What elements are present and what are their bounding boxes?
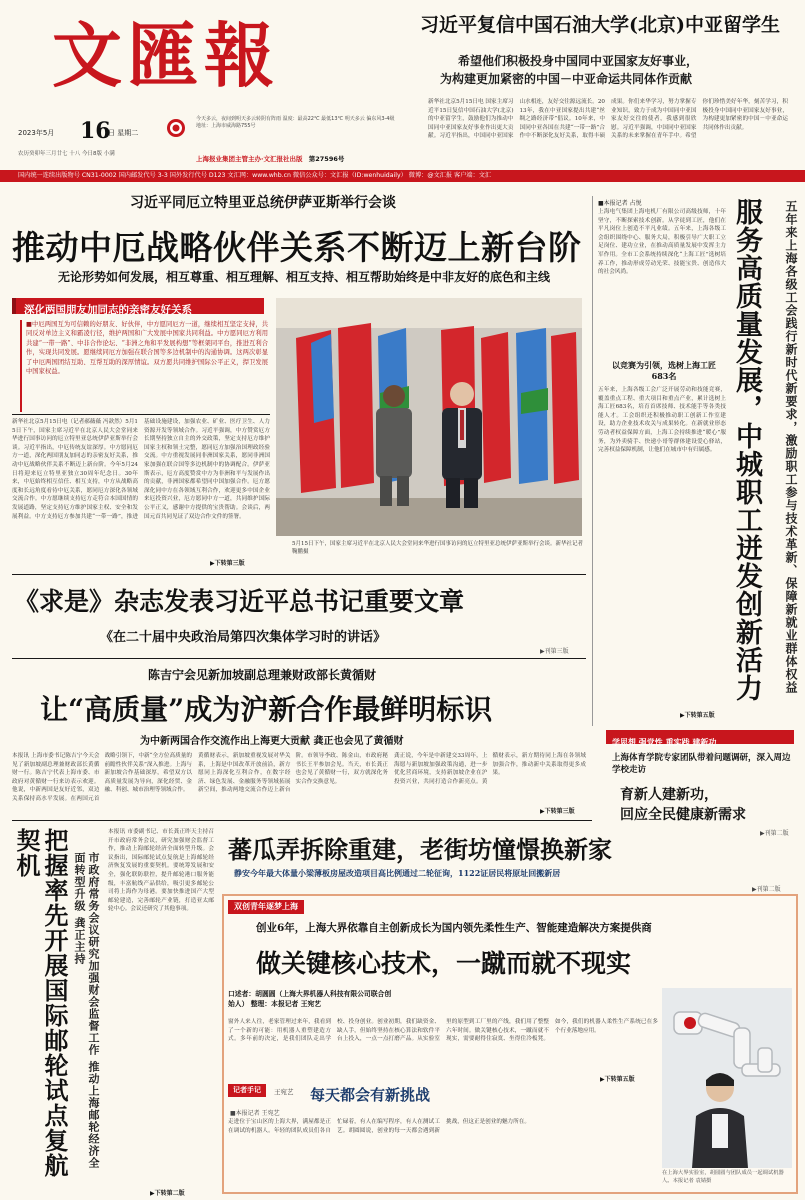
notes-body: 走进位于宝山区的上海大界，满屋都是正在调试的机器人。年轻的团队成员们各自忙碌着，有人在编写程序，有人在测试工艺。胡圆圆说，创业的每一天都会遇到新挑战，但这正是创业的魅力所在。 [228, 1119, 530, 1134]
left-vertical-headline: 把握率先开展国际邮轮试点复航契机 [12, 828, 69, 1178]
issue-number: 第27596号 [308, 155, 345, 163]
qiushi-headline: 《求是》杂志发表习近平总书记重要文章 [14, 587, 465, 616]
tech-body: 窗外人来人往，老家管理过来年，我看到了一个新的可能：用机器人重塑建造方式。多年前的决定，是我们团队走出学校、投身创业。创业初期，我们缺资金、缺人手，但始终坚持在核心算法和软件平台上投入，一点一点打磨产品。从实验室里的原型到工厂里的产线，我们用了整整六年时间。做关键核心技术，一蹴而就不现实，需要耐得住寂寞、坐得住冷板凳。如今，我们的机器人柔性生产系统已在多个行业落地应用。 [228, 1019, 658, 1043]
meeting-photo [276, 298, 582, 536]
main-kicker: 习近平同厄立特里亚总统伊萨亚斯举行会谈 [130, 195, 396, 211]
fgn-headline: 蕃瓜弄拆除重建，老街坊憧憬换新家 [228, 835, 612, 864]
sidebar-vertical-kicker: 五年来上海各级工会践行新时代新要求，激励职工参与技术革新、保障新就业群体权益 [784, 200, 798, 694]
shsg-col-1: 本报讯 上海市委书记陈吉宁今天会见了新加坡副总理兼财政部长黄循财一行。陈吉宁代表上海市委、市政府对黄循财一行来访表示欢迎。他说，中新两国是友好近邻，双边关系保持高水平发展。在两国元首战略引领下，中新“全方位高质量的前瞻性伙伴关系”深入推进。上海与新加坡合作基础深厚，希望双方以高质量发展为导向，深化经贸、金融、科创、城市治理等领域合作。 [12, 753, 192, 802]
sidebar-body-1: 上海电气集团上海电机厂有限公司高级技师，十年坚守，不断探索技术创新。从学徒到工匠，他们在平凡岗位上创造不平凡业绩。五年来，上海各级工会组织围绕中心、服务大局，积极引导广大职工立足岗位、建功立业，在推动高质量发展中发挥主力军作用。全市工会系统持续深化“上海工匠”选树培养工作，推动形成劳动光荣、技能宝贵、创造伟大的社会风尚。 [598, 209, 726, 276]
lunar-date: 农历癸卯年三月廿七 十八 今日8版 小满 [18, 151, 115, 157]
seal-icon [166, 118, 186, 138]
notes-author: 王宛艺 [274, 1088, 294, 1096]
shsg-col-2: 黄循财表示，新加坡重视发展对华关系，上海是中国改革开放前沿，新方愿同上海深化互利合作，在数字经济、绿色发展、金融服务等领域拓展新空间，推动两地交流合作迈上新台阶。市领导李政、陈金山，市政府秘书长王平参加会见。当天，市长龚正也会见了黄循财一行，双方就深化务实合作交换意见。 [198, 753, 388, 794]
shsg-sub: 为中新两国合作交流作出上海更大贡献 龚正也会见了黄循财 [140, 736, 404, 747]
left-vertical-continued: ▶下转第二版 [150, 1190, 185, 1197]
masthead-meta: 今天多云，夜间到明天多云转阴有阵雨 温度：最高22℃ 最低13℃ 明天多云 偏东风3-4级 地址：上海市威海路755号 [196, 116, 395, 129]
sidebar-highlight [608, 360, 720, 382]
date-year-month: 2023年5月 [18, 129, 55, 137]
issue-date-line [18, 128, 54, 138]
notes-tag [228, 1084, 266, 1097]
teaser-label-text: 学思想 强党性 重实践 建新功 [612, 737, 717, 747]
shsg-continued: ▶下转第三版 [540, 808, 575, 815]
tech-kicker: 创业6年，上海大界依靠自主创新成长为国内领先柔性生产、智能建造解决方案提供商 [256, 922, 652, 934]
top-story-headline: 习近平复信中国石油大学(北京)中亚留学生 [420, 14, 780, 36]
sidebar-vertical-headline: 服务高质量发展，中城职工迸发创新活力 [731, 198, 762, 702]
main-col-1: 新华社北京5月15日电（记者郝薇薇 冯歆然）5月15日下午，国家主席习近平在北京人民大会堂同来华进行国事访问的厄立特里亚总统伊萨亚斯举行会谈。习近平指出，中厄传统友谊深厚。中方愿同厄方一道，深化两国朋友加同志的亲密友好关系，推动中厄战略伙伴关系不断迈上新台阶。今年5月24日将迎来厄立特里亚独立30周年纪念日。30年来，中厄始终相互信任、相互支持，中方从战略高度和长远角度看待中厄关系，愿同厄方深化各领域交流合作。中方愿继续支持厄方走符合本国国情的发展道路，坚定支持厄方维护国家主权、安全和发展利益。中方支持厄方参加共建“一带一路”，推进基础设施建设，加强农业、矿业、医疗卫生、人力资源开发等领域合作。习近平强调，中方赞赏厄方长期坚持独立自主的外交政策，坚定支持厄方维护国家主权和领土完整，愿同厄方加强治国理政经验交流。中方重视发展同非洲国家关系，愿同非洲国家加强在联合国等多边机制中的协调配合。伊萨亚斯表示，厄方高度赞赏中方为非洲和平与发展作出的贡献，非洲国家都希望同中国加强合作。厄方愿深化同中方在各领域互利合作，欢迎更多中国企业来厄投资兴业，厄方愿同中方一道，共同维护国际公平正义，感谢中方提供的宝贵帮助。会谈后，两国元首共同见证了双边合作文件的签署。 [12, 419, 270, 520]
divider [12, 414, 270, 415]
tech-tag-text: 双创青年逐梦上海 [234, 902, 298, 911]
fgn-sub: 静安今年最大体量小梁薄板房屋改造项目高比例通过二轮征询，1122证居民将原址回搬新居 [234, 868, 561, 878]
publisher-line [196, 154, 344, 163]
main-continued: ▶下转第三版 [210, 560, 245, 567]
sidebar-body-2: 五年来，上海各级工会广泛开展劳动和技能竞赛，覆盖重点工程、重大项目和重点产业，累计选树上海工匠683名，培育首席技师、技术能手等各类技能人才。工会组织还积极推动职工创新工作室建设，助力企业技术攻关与成果转化。在新就业形态劳动者权益保障方面，上海工会持续推进“暖心”服务，为外卖骑手、快递小哥等群体建设爱心驿站，完善权益保障机制，让他们在城市中有归属感。 [598, 387, 726, 454]
left-vertical-kicker: 市政府常务会议研究加强财会监督工作 推动上海邮轮经济全面转型升级 龚正主持 [73, 852, 100, 1169]
left-vertical-body: 本报讯 市委副书记、市长龚正昨天主持召开市政府常务会议，研究加强财会监督工作，推动上海邮轮经济全面转型升级。会议指出，国际邮轮试点复航是上海邮轮经济恢复发展的重要契机。要统筹发展和安全，强化联防联控，提升邮轮港口服务能级，丰富航线产品供给，吸引更多邮轮公司将上海作为母港。要加快推进国产大型邮轮建造，完善邮轮产业链，打造亚太邮轮中心。会议还研究了其他事项。 [108, 829, 214, 913]
qiushi-ref: ▶刊第三版 [540, 648, 569, 655]
sidebar-continued: ▶下转第五版 [680, 712, 715, 719]
main-quote: ■中厄两国互为可信赖的好朋友、好伙伴，中方愿同厄方一道，继续相互坚定支持，共同反对单边主义和霸凌行径，维护两国和广大发展中国家共同利益。中方愿同厄方利用共建“一带一路”、中非合作论坛、“非洲之角和平发展构想”等框架同平台，推进互利合作，实现共同发展。愿继续同厄方加强在联合国等多边机制中的沟通协调。这两次彰显了中厄两国团结互助、互帮互助的深厚情谊。双方愿共同维护国际公平正义，捍卫发展中国家权益。 [20, 320, 268, 412]
tech-byline: 口述者：胡圆圆（上海大界机器人科技有限公司联合创始人） 整理：本报记者 王宛艺 [228, 990, 392, 1008]
teaser-ref: ▶刊第二版 [760, 830, 789, 837]
notes-headline: 每天都会有新挑战 [310, 1086, 431, 1104]
weekday: 日 星期二 [108, 129, 139, 137]
main-subhead: 无论形势如何发展，相互尊重、相互理解、相互支持、相互帮助始终是中非友好的底色和主线 [58, 270, 551, 284]
qiushi-bottom-rule [12, 658, 586, 659]
teaser-headline-2: 回应全民健康新需求 [620, 807, 746, 823]
date-day: 16 [80, 118, 111, 144]
section-rule [12, 820, 592, 821]
publisher: 上海报业集团主管主办·文汇报社出版 [196, 155, 303, 163]
teaser-label [606, 730, 794, 747]
robot-photo-caption: 在上海大界实验室，胡圆圆与团队成员一起调试机器人。本报记者 袁婧摄 [662, 1170, 784, 1184]
photo-caption: 5月15日下午，国家主席习近平在北京人民大会堂同来华进行国事访问的厄立特里亚总统伊萨亚斯举行会谈。新华社记者 鞠鹏摄 [292, 541, 584, 555]
shsg-col-3: 龚正说，今年是中新建交33周年，上海愿与新加坡加强政策沟通，进一步优化营商环境，支持新加坡企业在沪投资兴业，共同打造合作新亮点。黄循财表示，新方期待同上海在各领域加强合作，推动新中关系取得更多成果。 [394, 753, 586, 785]
newspaper-logo: 文匯報 [52, 14, 280, 97]
teaser-kicker: 上海体育学院专家团队带着问题调研，深入周边学校走访 [612, 753, 791, 775]
shsg-headline: 让“高质量”成为沪新合作最鲜明标识 [40, 693, 493, 726]
top-story-sub2: 为构建更加紧密的中国－中亚命运共同体作贡献 [440, 72, 693, 86]
qiushi-top-rule [12, 574, 586, 575]
notes-byline: ■本报记者 王宛艺 [230, 1110, 280, 1117]
top-story-sub1: 希望他们积极投身中国同中亚国家友好事业， [458, 54, 699, 68]
sidebar-highlight-text: 以竞赛为引领，选树上海工匠683名 [612, 360, 716, 381]
fgn-ref: ▶刊第二版 [752, 886, 781, 893]
tech-tag [228, 900, 304, 914]
teaser-headline-1: 育新人建新功， [620, 787, 718, 803]
sidebar-byline: ■本报记者 占悦 [598, 200, 642, 207]
red-banner [12, 298, 264, 314]
shsg-kicker: 陈吉宁会见新加坡副总理兼财政部长黄循财 [148, 668, 377, 682]
qiushi-sub: 《在二十届中央政治局第四次集体学习时的讲话》 [100, 630, 387, 645]
notes-tag-text: 记者手记 [233, 1086, 261, 1094]
robot-photo [662, 988, 792, 1168]
info-bar: 国内统一连续出版物号 CN31-0002 国内邮发代号 3-3 国外发行代号 D123 文汇网：www.whb.cn 微信公众号：文汇报（ID:wenhuidaily） 微博：@文汇报 客户端：文汇 [0, 170, 805, 182]
tech-headline: 做关键核心技术，一蹴而就不现实 [256, 949, 632, 978]
sidebar-divider [592, 196, 593, 726]
top-story-body: 新华社北京5月15日电 国家主席习近平15日复信中国石油大学(北京)的中亚留学生，鼓励他们为推动中国同中亚国家友好事业作出更大贡献。习近平指出，中国同中亚国家山水相连，友好交往源远流长。2013年，我在中亚国家提出共建“丝绸之路经济带”倡议。10年来，中国同中亚各国在共建“一带一路”合作中不断深化友好关系，取得丰硕成果。你们来华学习，努力掌握专业知识，致力于成为中国同中亚国家友好交往的使者，我感到很欣慰。习近平强调，中国同中亚国家关系的未来掌握在青年手中。希望你们珍惜美好年华，刻苦学习，积极投身中国同中亚国家友好事业，为构建更加紧密的中国－中亚命运共同体作出贡献。 [428, 99, 788, 140]
main-headline: 推动中厄战略伙伴关系不断迈上新台阶 [12, 228, 582, 267]
tech-continued: ▶下转第五版 [600, 1076, 635, 1083]
red-banner-text: 深化两国朋友加同志的亲密友好关系 [24, 304, 192, 316]
